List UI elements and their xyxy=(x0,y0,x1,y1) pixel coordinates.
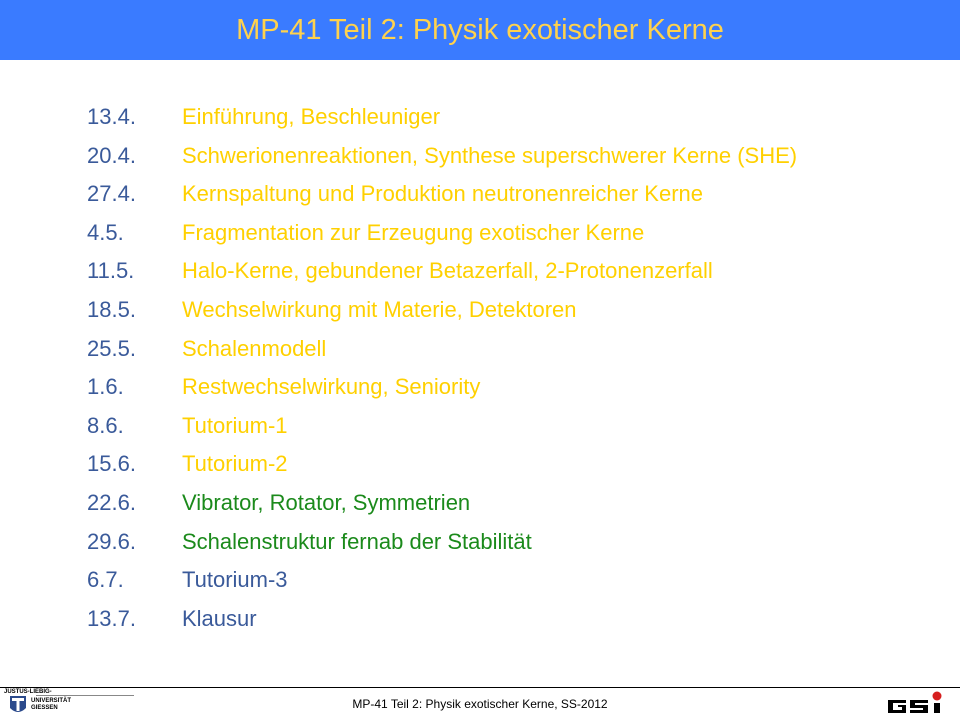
schedule-date: 13.7. xyxy=(87,605,136,631)
schedule-topic: Klausur xyxy=(182,605,257,631)
schedule-date: 18.5. xyxy=(87,296,136,322)
schedule-date: 15.6. xyxy=(87,451,136,477)
schedule-date: 20.4. xyxy=(87,142,136,168)
schedule-date: 13.4. xyxy=(87,104,136,129)
footer-text: MP-41 Teil 2: Physik exotischer Kerne, SS-2012 xyxy=(352,697,608,711)
schedule-date: 1.6. xyxy=(87,374,124,400)
schedule-date: 11.5. xyxy=(87,258,135,284)
schedule-topic: Wechselwirkung mit Materie, Detektoren xyxy=(182,296,577,322)
schedule-topic: Fragmentation zur Erzeugung exotischer Kerne xyxy=(182,219,645,245)
schedule-topic: Halo-Kerne, gebundener Betazerfall, 2-Protonenzerfall xyxy=(182,258,713,284)
schedule-date: 8.6. xyxy=(87,412,124,438)
gsi-logo-icon xyxy=(886,690,956,718)
schedule-topic: Einführung, Beschleuniger xyxy=(182,104,441,129)
schedule-date: 6.7. xyxy=(87,567,124,593)
schedule-row xyxy=(87,330,947,369)
schedule-row xyxy=(87,561,947,600)
schedule-topic: Tutorium-1 xyxy=(182,412,288,438)
schedule-date: 4.5. xyxy=(87,219,124,245)
schedule-row xyxy=(87,484,947,523)
schedule-row xyxy=(87,368,947,407)
schedule-row xyxy=(87,445,947,484)
schedule-row xyxy=(87,523,947,562)
schedule-row xyxy=(87,137,947,176)
schedule-topic: Restwechselwirkung, Seniority xyxy=(182,374,481,400)
schedule-topic: Vibrator, Rotator, Symmetrien xyxy=(182,489,471,515)
schedule-row xyxy=(87,252,947,291)
schedule-row xyxy=(87,407,947,446)
schedule-row xyxy=(87,214,947,253)
schedule-topic: Tutorium-3 xyxy=(182,567,288,593)
schedule-row xyxy=(87,98,947,137)
schedule-row xyxy=(87,291,947,330)
schedule-date: 22.6. xyxy=(87,489,136,515)
schedule-date: 27.4. xyxy=(87,181,136,207)
university-logo-rule xyxy=(36,695,134,696)
schedule-topic: Kernspaltung und Produktion neutronenreicher Kerne xyxy=(182,181,704,207)
university-logo-line-2: UNIVERSITÄT xyxy=(31,698,72,704)
slide-title: MP-41 Teil 2: Physik exotischer Kerne xyxy=(236,14,724,46)
schedule-topic: Tutorium-2 xyxy=(182,451,288,477)
university-logo-line-1: JUSTUS-LIEBIG- xyxy=(4,689,52,695)
schedule-date: 29.6. xyxy=(87,528,136,554)
university-logo-line-3: GIESSEN xyxy=(31,705,58,711)
schedule-topic: Schalenmodell xyxy=(182,335,327,361)
schedule-list xyxy=(87,98,947,638)
footer-divider xyxy=(0,687,960,688)
schedule-topic: Schalenstruktur fernab der Stabilität xyxy=(182,528,532,554)
schedule-row xyxy=(87,175,947,214)
schedule-topic: Schwerionenreaktionen, Synthese superschwerer Kerne (SHE) xyxy=(182,142,798,168)
schedule-date: 25.5. xyxy=(87,335,136,361)
schedule-row xyxy=(87,600,947,639)
